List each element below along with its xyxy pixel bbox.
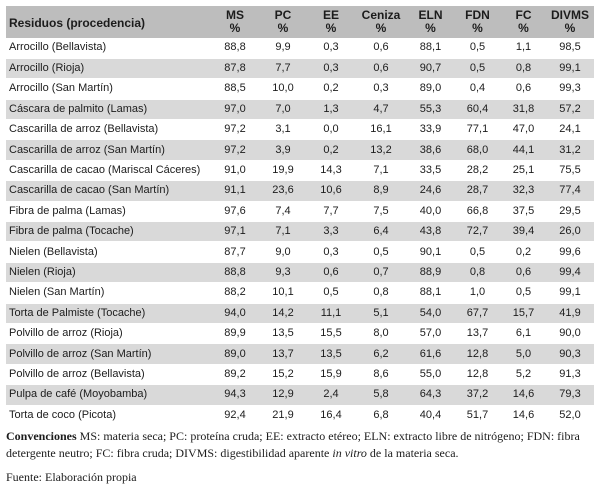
value-cell: 37,2 — [454, 385, 501, 405]
value-cell: 44,1 — [501, 140, 546, 160]
value-cell: 13,7 — [454, 323, 501, 343]
value-cell: 97,6 — [211, 201, 259, 221]
value-cell: 31,8 — [501, 99, 546, 119]
table-row — [6, 303, 594, 323]
value-cell: 0,4 — [454, 79, 501, 99]
value-cell: 14,3 — [307, 160, 355, 180]
value-cell: 0,8 — [501, 58, 546, 78]
value-cell: 12,9 — [259, 385, 307, 405]
table-row — [6, 160, 594, 180]
table-row — [6, 405, 594, 425]
value-cell: 15,5 — [307, 323, 355, 343]
table-row — [6, 38, 594, 58]
notes-label: Convenciones — [6, 429, 77, 443]
header-unit: % — [355, 22, 407, 38]
value-cell: 64,3 — [407, 385, 454, 405]
value-cell: 5,0 — [501, 344, 546, 364]
table-row — [6, 222, 594, 242]
value-cell: 0,5 — [307, 283, 355, 303]
value-cell: 0,3 — [307, 242, 355, 262]
value-cell: 19,9 — [259, 160, 307, 180]
value-cell: 51,7 — [454, 405, 501, 425]
value-cell: 1,1 — [501, 38, 546, 58]
header-residue: Residuos (procedencia) — [6, 6, 211, 38]
value-cell: 0,5 — [454, 242, 501, 262]
value-cell: 12,8 — [454, 344, 501, 364]
table-header — [6, 6, 594, 38]
table-notes — [6, 428, 594, 462]
residue-name-cell: Nielen (San Martín) — [6, 283, 211, 303]
table-row — [6, 181, 594, 201]
value-cell: 6,1 — [501, 323, 546, 343]
value-cell: 89,0 — [211, 344, 259, 364]
value-cell: 99,1 — [546, 283, 594, 303]
value-cell: 7,1 — [259, 222, 307, 242]
value-cell: 88,5 — [211, 79, 259, 99]
table-row — [6, 242, 594, 262]
value-cell: 0,3 — [307, 58, 355, 78]
value-cell: 4,7 — [355, 99, 407, 119]
value-cell: 28,2 — [454, 160, 501, 180]
residue-name-cell: Nielen (Bellavista) — [6, 242, 211, 262]
value-cell: 13,5 — [307, 344, 355, 364]
value-cell: 88,9 — [407, 262, 454, 282]
value-cell: 0,2 — [307, 79, 355, 99]
value-cell: 8,0 — [355, 323, 407, 343]
value-cell: 16,1 — [355, 120, 407, 140]
table-row — [6, 344, 594, 364]
value-cell: 0,2 — [501, 242, 546, 262]
value-cell: 7,5 — [355, 201, 407, 221]
value-cell: 8,9 — [355, 181, 407, 201]
value-cell: 9,0 — [259, 242, 307, 262]
value-cell: 55,3 — [407, 99, 454, 119]
header-divms: DIVMS — [546, 6, 594, 22]
value-cell: 3,9 — [259, 140, 307, 160]
value-cell: 0,6 — [501, 79, 546, 99]
value-cell: 15,2 — [259, 364, 307, 384]
header-unit: % — [454, 22, 501, 38]
value-cell: 29,5 — [546, 201, 594, 221]
value-cell: 16,4 — [307, 405, 355, 425]
residues-table — [6, 6, 594, 426]
value-cell: 97,0 — [211, 99, 259, 119]
value-cell: 91,0 — [211, 160, 259, 180]
value-cell: 0,0 — [307, 120, 355, 140]
value-cell: 0,6 — [355, 58, 407, 78]
table-row — [6, 120, 594, 140]
value-cell: 14,2 — [259, 303, 307, 323]
value-cell: 52,0 — [546, 405, 594, 425]
value-cell: 6,4 — [355, 222, 407, 242]
value-cell: 54,0 — [407, 303, 454, 323]
value-cell: 0,5 — [355, 242, 407, 262]
value-cell: 9,3 — [259, 262, 307, 282]
value-cell: 10,6 — [307, 181, 355, 201]
table-body — [6, 38, 594, 425]
residue-name-cell: Cascarilla de arroz (San Martín) — [6, 140, 211, 160]
value-cell: 55,0 — [407, 364, 454, 384]
value-cell: 5,2 — [501, 364, 546, 384]
value-cell: 41,9 — [546, 303, 594, 323]
table-row — [6, 140, 594, 160]
value-cell: 7,7 — [307, 201, 355, 221]
value-cell: 90,0 — [546, 323, 594, 343]
residue-name-cell: Fibra de palma (Tocache) — [6, 222, 211, 242]
table-row — [6, 58, 594, 78]
value-cell: 0,6 — [501, 262, 546, 282]
header-eln: ELN — [407, 6, 454, 22]
value-cell: 11,1 — [307, 303, 355, 323]
value-cell: 57,2 — [546, 99, 594, 119]
value-cell: 88,2 — [211, 283, 259, 303]
value-cell: 40,0 — [407, 201, 454, 221]
notes-text-end: de la materia seca. — [366, 446, 459, 460]
value-cell: 26,0 — [546, 222, 594, 242]
value-cell: 99,1 — [546, 58, 594, 78]
value-cell: 90,1 — [407, 242, 454, 262]
header-fc: FC — [501, 6, 546, 22]
value-cell: 67,7 — [454, 303, 501, 323]
value-cell: 94,0 — [211, 303, 259, 323]
header-unit: % — [546, 22, 594, 38]
value-cell: 38,6 — [407, 140, 454, 160]
value-cell: 57,0 — [407, 323, 454, 343]
value-cell: 23,6 — [259, 181, 307, 201]
table-row — [6, 262, 594, 282]
value-cell: 0,3 — [355, 79, 407, 99]
value-cell: 0,6 — [307, 262, 355, 282]
value-cell: 31,2 — [546, 140, 594, 160]
value-cell: 2,4 — [307, 385, 355, 405]
residue-name-cell: Polvillo de arroz (Rioja) — [6, 323, 211, 343]
value-cell: 7,7 — [259, 58, 307, 78]
value-cell: 3,1 — [259, 120, 307, 140]
header-unit: % — [501, 22, 546, 38]
value-cell: 0,8 — [454, 262, 501, 282]
value-cell: 77,1 — [454, 120, 501, 140]
residue-name-cell: Polvillo de arroz (Bellavista) — [6, 364, 211, 384]
table-row — [6, 79, 594, 99]
residue-name-cell: Arrocillo (Rioja) — [6, 58, 211, 78]
value-cell: 7,1 — [355, 160, 407, 180]
value-cell: 91,1 — [211, 181, 259, 201]
value-cell: 37,5 — [501, 201, 546, 221]
value-cell: 97,2 — [211, 120, 259, 140]
value-cell: 40,4 — [407, 405, 454, 425]
value-cell: 94,3 — [211, 385, 259, 405]
table-row — [6, 201, 594, 221]
value-cell: 6,2 — [355, 344, 407, 364]
value-cell: 61,6 — [407, 344, 454, 364]
value-cell: 12,8 — [454, 364, 501, 384]
residue-name-cell: Fibra de palma (Lamas) — [6, 201, 211, 221]
value-cell: 32,3 — [501, 181, 546, 201]
value-cell: 25,1 — [501, 160, 546, 180]
value-cell: 7,0 — [259, 99, 307, 119]
header-ee: EE — [307, 6, 355, 22]
value-cell: 10,0 — [259, 79, 307, 99]
residue-name-cell: Pulpa de café (Moyobamba) — [6, 385, 211, 405]
value-cell: 33,5 — [407, 160, 454, 180]
value-cell: 24,6 — [407, 181, 454, 201]
residue-name-cell: Nielen (Rioja) — [6, 262, 211, 282]
value-cell: 13,2 — [355, 140, 407, 160]
value-cell: 0,5 — [454, 38, 501, 58]
header-fdn: FDN — [454, 6, 501, 22]
value-cell: 97,1 — [211, 222, 259, 242]
value-cell: 3,3 — [307, 222, 355, 242]
value-cell: 5,1 — [355, 303, 407, 323]
value-cell: 68,0 — [454, 140, 501, 160]
header-unit: % — [307, 22, 355, 38]
value-cell: 1,0 — [454, 283, 501, 303]
header-unit: % — [211, 22, 259, 38]
value-cell: 0,5 — [501, 283, 546, 303]
value-cell: 0,5 — [454, 58, 501, 78]
header-ms: MS — [211, 6, 259, 22]
value-cell: 21,9 — [259, 405, 307, 425]
value-cell: 97,2 — [211, 140, 259, 160]
value-cell: 28,7 — [454, 181, 501, 201]
value-cell: 14,6 — [501, 405, 546, 425]
value-cell: 88,1 — [407, 38, 454, 58]
value-cell: 66,8 — [454, 201, 501, 221]
value-cell: 43,8 — [407, 222, 454, 242]
value-cell: 0,3 — [307, 38, 355, 58]
value-cell: 13,7 — [259, 344, 307, 364]
notes-italic: in vitro — [332, 446, 367, 460]
value-cell: 88,8 — [211, 38, 259, 58]
value-cell: 92,4 — [211, 405, 259, 425]
residue-name-cell: Torta de coco (Picota) — [6, 405, 211, 425]
value-cell: 1,3 — [307, 99, 355, 119]
header-ceniza: Ceniza — [355, 6, 407, 22]
value-cell: 88,1 — [407, 283, 454, 303]
value-cell: 90,3 — [546, 344, 594, 364]
value-cell: 60,4 — [454, 99, 501, 119]
residue-name-cell: Torta de Palmiste (Tocache) — [6, 303, 211, 323]
residue-name-cell: Cascarilla de arroz (Bellavista) — [6, 120, 211, 140]
value-cell: 14,6 — [501, 385, 546, 405]
value-cell: 5,8 — [355, 385, 407, 405]
value-cell: 90,7 — [407, 58, 454, 78]
value-cell: 89,9 — [211, 323, 259, 343]
table-row — [6, 385, 594, 405]
residue-name-cell: Cascarilla de cacao (Mariscal Cáceres) — [6, 160, 211, 180]
notes-text: MS: materia seca; PC: proteína cruda; EE: extracto etéreo; ELN: extracto libre de nitrógeno; FDN: fibra detergente neutro; FC: fibra cruda; DIVMS: digestibilidad aparente — [6, 429, 580, 460]
residue-name-cell: Arrocillo (Bellavista) — [6, 38, 211, 58]
value-cell: 47,0 — [501, 120, 546, 140]
residue-name-cell: Cáscara de palmito (Lamas) — [6, 99, 211, 119]
value-cell: 15,9 — [307, 364, 355, 384]
value-cell: 99,6 — [546, 242, 594, 262]
table-row — [6, 283, 594, 303]
value-cell: 39,4 — [501, 222, 546, 242]
value-cell: 0,2 — [307, 140, 355, 160]
header-unit: % — [259, 22, 307, 38]
value-cell: 98,5 — [546, 38, 594, 58]
value-cell: 15,7 — [501, 303, 546, 323]
residue-name-cell: Arrocillo (San Martín) — [6, 79, 211, 99]
value-cell: 8,6 — [355, 364, 407, 384]
value-cell: 88,8 — [211, 262, 259, 282]
value-cell: 7,4 — [259, 201, 307, 221]
residue-name-cell: Cascarilla de cacao (San Martín) — [6, 181, 211, 201]
table-row — [6, 323, 594, 343]
table-row — [6, 99, 594, 119]
value-cell: 9,9 — [259, 38, 307, 58]
value-cell: 77,4 — [546, 181, 594, 201]
value-cell: 0,8 — [355, 283, 407, 303]
source-note: Fuente: Elaboración propia — [6, 470, 137, 484]
value-cell: 0,6 — [355, 38, 407, 58]
table-row — [6, 364, 594, 384]
value-cell: 89,2 — [211, 364, 259, 384]
value-cell: 24,1 — [546, 120, 594, 140]
value-cell: 72,7 — [454, 222, 501, 242]
value-cell: 75,5 — [546, 160, 594, 180]
value-cell: 6,8 — [355, 405, 407, 425]
value-cell: 99,4 — [546, 262, 594, 282]
value-cell: 87,7 — [211, 242, 259, 262]
value-cell: 89,0 — [407, 79, 454, 99]
value-cell: 13,5 — [259, 323, 307, 343]
residue-name-cell: Polvillo de arroz (San Martín) — [6, 344, 211, 364]
value-cell: 91,3 — [546, 364, 594, 384]
value-cell: 0,7 — [355, 262, 407, 282]
value-cell: 99,3 — [546, 79, 594, 99]
value-cell: 10,1 — [259, 283, 307, 303]
value-cell: 87,8 — [211, 58, 259, 78]
header-pc: PC — [259, 6, 307, 22]
value-cell: 33,9 — [407, 120, 454, 140]
header-unit: % — [407, 22, 454, 38]
value-cell: 79,3 — [546, 385, 594, 405]
